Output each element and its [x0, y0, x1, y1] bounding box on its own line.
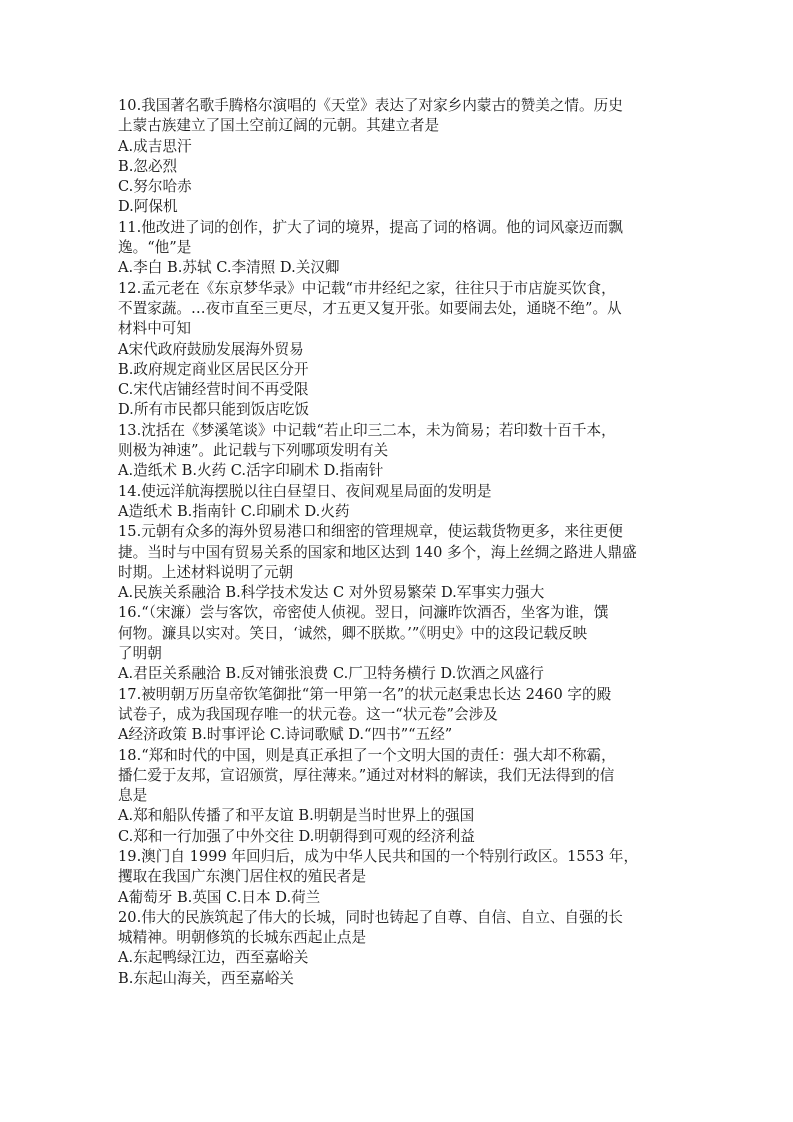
- text-line: B.忽必烈: [118, 157, 178, 175]
- text-line: C.宋代店铺经营时间不再受限: [118, 381, 309, 399]
- text-line: 19.澳门自 1999 年回归后，成为中华人民共和国的一个特别行政区。1553 年，: [118, 847, 639, 865]
- text-line: 17.被明朝万历皇帝钦笔御批“第一甲第一名”的状元赵秉忠长达 2460 字的殿: [118, 685, 612, 703]
- text-line: A经济政策 B.时事评论 C.诗词歌赋 D.“四书”“五经”: [118, 726, 453, 744]
- text-line: A.君臣关系融洽 B.反对铺张浪费 C.厂卫特务横行 D.饮酒之风盛行: [118, 665, 544, 683]
- text-line: 18.“郑和时代的中国，则是真正承担了一个文明大国的责任：强大却不称霸，: [118, 746, 616, 764]
- text-line: D.阿保机: [118, 198, 178, 216]
- text-line: A.郑和船队传播了和平友谊 B.明朝是当时世界上的强国: [118, 807, 475, 825]
- text-line: A.造纸术 B.火药 C.活字印刷术 D.指南针: [118, 462, 384, 480]
- text-line: 13.沈括在《梦溪笔谈》中记载“若止印三二本，未为简易；若印数十百千本，: [118, 421, 616, 439]
- text-line: A.东起鸭绿江边，西至嘉峪关: [118, 949, 309, 967]
- text-line: 息是: [118, 787, 148, 805]
- text-line: 攫取在我国广东澳门居住权的殖民者是: [118, 868, 367, 886]
- text-line: 何物。濂具以实对。笑日，‘诚然，卿不朕欺。’”《明史》中的这段记载反映: [118, 624, 588, 642]
- text-line: 了明朝: [118, 645, 162, 663]
- document-body: [118, 96, 678, 989]
- text-line: 10.我国著名歌手腾格尔演唱的《天堂》表达了对家乡内蒙古的赞美之情。历史: [118, 97, 623, 114]
- text-line: 不置家蔬。…夜市直至三更尽，才五更又复开张。如要闹去处，通晓不绝”。从: [118, 299, 622, 317]
- text-line: 14.使远洋航海摆脱以往白昼望日、夜间观星局面的发明是: [118, 482, 492, 500]
- text-line: 城精神。明朝修筑的长城东西起止点是: [118, 929, 367, 947]
- text-line: A.成吉思汗: [118, 137, 192, 155]
- text-line: C.努尔哈赤: [118, 178, 192, 196]
- text-line: A宋代政府鼓励发展海外贸易: [118, 340, 304, 358]
- text-line: 逸。“他”是: [118, 239, 192, 257]
- text-line: A葡萄牙 B.英国 C.日本 D.荷兰: [118, 888, 321, 906]
- text-line: B.东起山海关，西至嘉峪关: [118, 969, 294, 987]
- text-line: A.民族关系融洽 B.科学技术发达 C 对外贸易繁荣 D.军事实力强大: [118, 584, 545, 602]
- text-line: 15.元朝有众多的海外贸易港口和细密的管理规章，使运载货物更多，来往更便: [118, 523, 623, 541]
- text-line: 时期。上述材料说明了元朝: [118, 563, 294, 581]
- text-line: 播仁爱于友邦，宣诏颁赏，厚往薄来。”通过对材料的解读，我们无法得到的信: [118, 766, 615, 784]
- text-line: 20.伟大的民族筑起了伟大的长城，同时也铸起了自尊、自信、自立、自强的长: [118, 908, 623, 926]
- text-line: 捷。当时与中国有贸易关系的国家和地区达到 140 多个，海上丝绸之路进人鼎盛: [118, 543, 637, 561]
- text-line: 12.孟元老在《东京梦华录》中记载“市井经纪之家，往往只于市店旋买饮食，: [118, 279, 616, 297]
- text-line: 上蒙古族建立了国土空前辽阔的元朝。其建立者是: [118, 117, 440, 135]
- text-line: C.郑和一行加强了中外交往 D.明朝得到可观的经济利益: [118, 827, 475, 845]
- text-line: 试卷子，成为我国现存唯一的状元卷。这一“状元卷”会涉及: [118, 705, 498, 723]
- text-line: B.政府规定商业区居民区分开: [118, 360, 309, 378]
- text-line: D.所有市民都只能到饭店吃饭: [118, 401, 309, 419]
- text-line: A.李白 B.苏轼 C.李清照 D.关汉卿: [118, 259, 340, 277]
- text-line: 16.“（宋濂）尝与客饮，帝密使人侦视。翌日，问濂昨饮酒否，坐客为谁，馔: [118, 604, 609, 622]
- text-line: 则极为神速”。此记载与下列哪项发明有关: [118, 442, 389, 460]
- text-line: 11.他改进了词的创作，扩大了词的境界，提高了词的格调。他的词风豪迈而飘: [118, 218, 623, 236]
- text-line: A造纸术 B.指南针 C.印刷术 D.火药: [118, 502, 350, 520]
- text-line: 材料中可知: [118, 320, 191, 338]
